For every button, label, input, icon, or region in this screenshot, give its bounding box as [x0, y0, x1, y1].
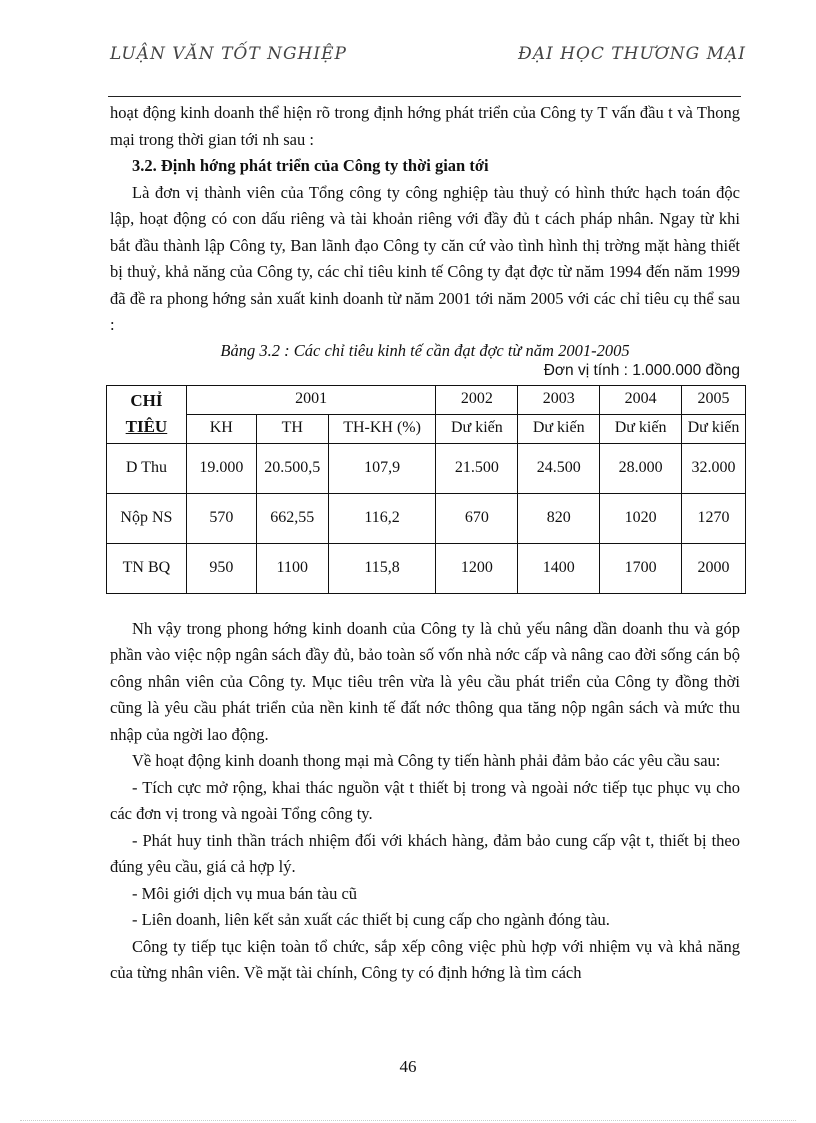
cell: 1020: [600, 493, 682, 543]
header-forecast-2003: Dư kiến: [518, 414, 600, 443]
header-year-2001: 2001: [186, 385, 436, 414]
cell: 1200: [436, 543, 518, 593]
cell: 28.000: [600, 443, 682, 493]
header-th: TH: [256, 414, 328, 443]
header-left-title: LUẬN VĂN TỐT NGHIỆP: [110, 44, 347, 64]
cell: 116,2: [328, 493, 436, 543]
page-content: [110, 100, 740, 987]
header-year-2002: 2002: [436, 385, 518, 414]
paragraph-finance: Công ty tiếp tục kiện toàn tổ chức, sắp xếp công việc phù hợp với nhiệm vụ và khả năng của từng nhân viên. Về mặt tài chính, Công ty có định hớng là tìm cách: [110, 936, 740, 982]
header-year-2004: 2004: [600, 385, 682, 414]
header-right-title: ĐẠI HỌC THƯƠNG MẠI: [518, 44, 746, 64]
table-unit: Đơn vị tính : 1.000.000 đồng: [543, 361, 740, 379]
cell: 115,8: [328, 543, 436, 593]
table-row: [107, 543, 746, 593]
bullet-item: - Tích cực mở rộng, khai thác nguồn vật t thiết bị trong và ngoài nớc tiếp tục phục vụ cho các đơn vị trong và ngoài Tổng công ty.: [110, 777, 740, 823]
cell: 21.500: [436, 443, 518, 493]
row-label: TN BQ: [107, 543, 187, 593]
cell: 820: [518, 493, 600, 543]
paragraph-overview: Là đơn vị thành viên của Tổng công ty công nghiệp tàu thuỷ có hình thức hạch toán độc lập, hoạt động có con dấu riêng và tài khoản riêng với đầy đủ t cách pháp nhân. Ngay từ khi bắt đầu thành lập Công ty, Ban lãnh đạo Công ty căn cứ vào tình hình thị trờng mặt hàng thiết bị thuỷ, khả năng của Công ty, các chỉ tiêu kinh tế Công ty đạt đợc từ năm 1994 đến năm 1999 đã đề ra phong hớng sản xuất kinh doanh từ năm 2001 tới năm 2005 với các chỉ tiêu cụ thể sau :: [110, 182, 740, 334]
cell: 950: [186, 543, 256, 593]
cell: 570: [186, 493, 256, 543]
header-forecast-2005: Dư kiến: [682, 414, 746, 443]
cell: 19.000: [186, 443, 256, 493]
header-kh: KH: [186, 414, 256, 443]
header-chi-tieu: [107, 385, 187, 443]
page-header: [110, 44, 746, 72]
paragraph-requirements: Về hoạt động kinh doanh thong mại mà Công ty tiến hành phải đảm bảo các yêu cầu sau:: [132, 751, 721, 770]
table-row: [107, 493, 746, 543]
footer-dotted-line: [20, 1120, 796, 1121]
indicator-table: [106, 385, 746, 594]
bullet-item: - Môi giới dịch vụ mua bán tàu cũ: [132, 883, 358, 903]
cell: 107,9: [328, 443, 436, 493]
header-forecast-2004: Dư kiến: [600, 414, 682, 443]
header-chi-bottom: TIÊU: [125, 417, 168, 436]
row-label: Nộp NS: [107, 493, 187, 543]
section-heading: 3.2. Định hớng phát triển của Công ty thời gian tới: [132, 156, 489, 175]
cell: 1400: [518, 543, 600, 593]
table-caption: Bảng 3.2 : Các chỉ tiêu kinh tế cần đạt đợc từ năm 2001-2005: [220, 340, 630, 360]
post-table-section: [110, 616, 740, 987]
paragraph-intro: hoạt động kinh doanh thể hiện rõ trong định hớng phát triển của Công ty T vấn đầu t và Thong mại trong thời gian tới nh sau :: [110, 103, 740, 149]
cell: 1700: [600, 543, 682, 593]
bullet-item: - Liên doanh, liên kết sản xuất các thiết bị cung cấp cho ngành đóng tàu.: [132, 910, 610, 929]
paragraph-summary: Nh vậy trong phong hớng kinh doanh của Công ty là chủ yếu nâng dần doanh thu và góp phần vào việc nộp ngân sách đầy đủ, bảo toàn số vốn nhà nớc cấp và nâng cao đời sống cán bộ công nhân viên của Công ty. Mục tiêu trên vừa là yêu cầu phát triển của Công ty đồng thời cũng là yêu cầu phát triển của nền kinh tế đất nớc thông qua tăng nộp ngân sách và mức thu nhập của ngời lao động.: [110, 618, 740, 744]
header-forecast-2002: Dư kiến: [436, 414, 518, 443]
cell: 32.000: [682, 443, 746, 493]
cell: 1100: [256, 543, 328, 593]
row-label: D Thu: [107, 443, 187, 493]
header-year-2003: 2003: [518, 385, 600, 414]
table-row: [107, 443, 746, 493]
bullet-item: - Phát huy tinh thần trách nhiệm đối với khách hàng, đảm bảo cung cấp vật t, thiết bị theo đúng yêu cầu, giá cả hợp lý.: [110, 830, 740, 876]
cell: 662,55: [256, 493, 328, 543]
cell: 20.500,5: [256, 443, 328, 493]
cell: 2000: [682, 543, 746, 593]
cell: 670: [436, 493, 518, 543]
cell: 1270: [682, 493, 746, 543]
header-year-2005: 2005: [682, 385, 746, 414]
header-chi-top: CHỈ: [130, 390, 163, 410]
page-number: 46: [399, 1057, 417, 1076]
header-th-kh: TH-KH (%): [328, 414, 436, 443]
header-rule: [108, 96, 741, 97]
cell: 24.500: [518, 443, 600, 493]
